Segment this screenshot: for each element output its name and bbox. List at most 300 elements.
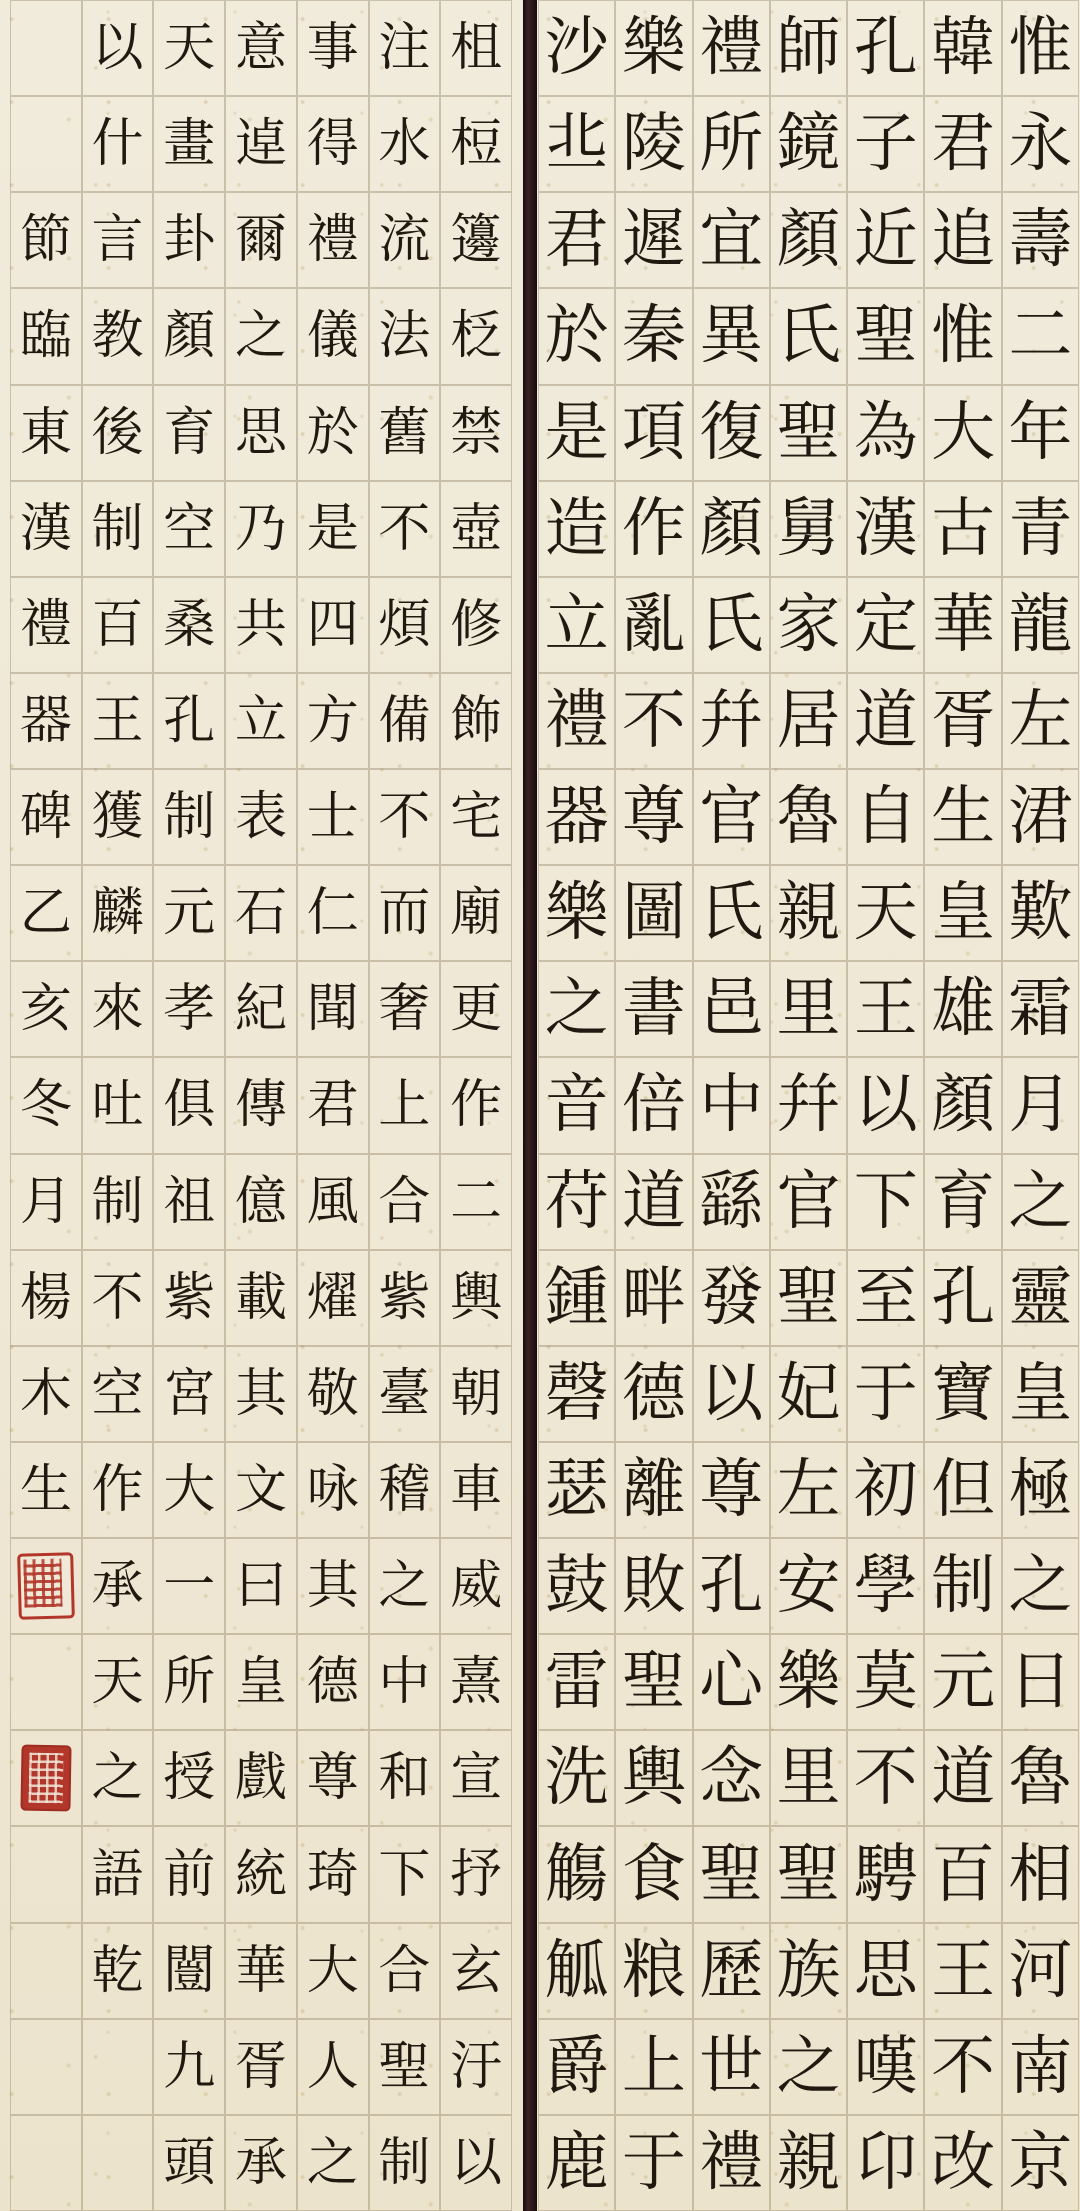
right-glyph-col5-row15: 以	[693, 1346, 770, 1442]
left-glyph-col5-row18: 所	[153, 1634, 225, 1730]
right-glyph-col7-row15: 磬	[538, 1346, 615, 1442]
left-glyph-col5-row19: 授	[153, 1730, 225, 1826]
left-glyph-col2-row22: 聖	[369, 2019, 441, 2115]
right-glyph-col3-row6: 漢	[847, 481, 924, 577]
right-glyph-col5-row20: 聖	[693, 1826, 770, 1922]
left-glyph-col1-row3: 籩	[440, 192, 512, 288]
right-glyph-col5-row16: 尊	[693, 1442, 770, 1538]
left-glyph-col6-row22	[82, 2019, 154, 2115]
left-glyph-col5-row2: 畫	[153, 96, 225, 192]
left-glyph-col7-row19	[10, 1730, 82, 1826]
right-glyph-col5-row7: 氏	[693, 577, 770, 673]
left-glyph-col2-row12: 上	[369, 1057, 441, 1153]
left-glyph-col2-row17: 之	[369, 1538, 441, 1634]
right-glyph-col4-row3: 顏	[770, 192, 847, 288]
left-glyph-col1-row6: 壺	[440, 481, 512, 577]
left-glyph-col4-row23: 承	[225, 2115, 297, 2211]
left-glyph-col2-row16: 稽	[369, 1442, 441, 1538]
right-glyph-col1-row19: 魯	[1002, 1730, 1079, 1826]
left-glyph-col4-row10: 石	[225, 865, 297, 961]
left-glyph-col5-row20: 前	[153, 1826, 225, 1922]
right-glyph-col3-row14: 至	[847, 1250, 924, 1346]
left-glyph-col5-row22: 九	[153, 2019, 225, 2115]
right-glyph-col4-row18: 樂	[770, 1634, 847, 1730]
right-glyph-col1-row21: 河	[1002, 1923, 1079, 2019]
left-glyph-col7-row9: 碑	[10, 769, 82, 865]
right-glyph-col7-row13: 苻	[538, 1154, 615, 1250]
right-glyph-col2-row3: 追	[924, 192, 1001, 288]
left-glyph-col4-row8: 立	[225, 673, 297, 769]
right-glyph-col6-row7: 亂	[615, 577, 692, 673]
right-glyph-col7-row8: 禮	[538, 673, 615, 769]
right-glyph-col4-row20: 聖	[770, 1826, 847, 1922]
right-glyph-col3-row4: 聖	[847, 288, 924, 384]
left-glyph-col7-row20	[10, 1826, 82, 1922]
right-glyph-col7-row7: 立	[538, 577, 615, 673]
right-glyph-col7-row22: 爵	[538, 2019, 615, 2115]
right-glyph-col7-row20: 觴	[538, 1826, 615, 1922]
left-glyph-col3-row12: 君	[297, 1057, 369, 1153]
left-glyph-col2-row8: 備	[369, 673, 441, 769]
left-glyph-col6-row1: 以	[82, 0, 154, 96]
left-glyph-col4-row15: 其	[225, 1346, 297, 1442]
right-glyph-col3-row13: 下	[847, 1154, 924, 1250]
left-glyph-col6-row6: 制	[82, 481, 154, 577]
left-glyph-col7-row22	[10, 2019, 82, 2115]
right-glyph-col5-row9: 官	[693, 769, 770, 865]
right-glyph-col6-row12: 倍	[615, 1057, 692, 1153]
left-glyph-col1-row12: 作	[440, 1057, 512, 1153]
right-glyph-col7-row14: 鍾	[538, 1250, 615, 1346]
right-glyph-col3-row9: 自	[847, 769, 924, 865]
right-glyph-col4-row16: 左	[770, 1442, 847, 1538]
left-glyph-col3-row6: 是	[297, 481, 369, 577]
right-glyph-col3-row5: 為	[847, 385, 924, 481]
left-glyph-col7-row15: 木	[10, 1346, 82, 1442]
left-glyph-col7-row3: 節	[10, 192, 82, 288]
left-glyph-col1-row1: 柤	[440, 0, 512, 96]
right-glyph-col2-row15: 寶	[924, 1346, 1001, 1442]
right-glyph-col6-row1: 樂	[615, 0, 692, 96]
left-glyph-col2-row10: 而	[369, 865, 441, 961]
left-glyph-col6-row9: 獲	[82, 769, 154, 865]
left-glyph-col1-row18: 熹	[440, 1634, 512, 1730]
left-glyph-col4-row19: 戲	[225, 1730, 297, 1826]
right-glyph-col1-row3: 壽	[1002, 192, 1079, 288]
right-glyph-col2-row17: 制	[924, 1538, 1001, 1634]
right-glyph-col5-row13: 繇	[693, 1154, 770, 1250]
right-glyph-col2-row16: 但	[924, 1442, 1001, 1538]
left-glyph-col3-row3: 禮	[297, 192, 369, 288]
right-glyph-col1-row16: 極	[1002, 1442, 1079, 1538]
right-glyph-col6-row8: 不	[615, 673, 692, 769]
right-glyph-col7-row21: 觚	[538, 1923, 615, 2019]
left-glyph-col3-row7: 四	[297, 577, 369, 673]
left-glyph-col3-row18: 德	[297, 1634, 369, 1730]
right-glyph-col7-row5: 是	[538, 385, 615, 481]
right-glyph-col2-row5: 大	[924, 385, 1001, 481]
right-glyph-col7-row18: 雷	[538, 1634, 615, 1730]
left-glyph-col6-row4: 教	[82, 288, 154, 384]
right-glyph-col2-row7: 華	[924, 577, 1001, 673]
left-glyph-col5-row10: 元	[153, 865, 225, 961]
right-panel-grid	[538, 0, 1079, 2211]
right-glyph-col1-row22: 南	[1002, 2019, 1079, 2115]
right-glyph-col3-row22: 嘆	[847, 2019, 924, 2115]
right-glyph-col1-row2: 永	[1002, 96, 1079, 192]
right-glyph-col1-row15: 皇	[1002, 1346, 1079, 1442]
left-glyph-col2-row11: 奢	[369, 961, 441, 1057]
right-glyph-col3-row8: 道	[847, 673, 924, 769]
left-glyph-col5-row3: 卦	[153, 192, 225, 288]
right-glyph-col2-row2: 君	[924, 96, 1001, 192]
right-glyph-col2-row14: 孔	[924, 1250, 1001, 1346]
left-glyph-col2-row13: 合	[369, 1154, 441, 1250]
right-glyph-col2-row8: 胥	[924, 673, 1001, 769]
right-glyph-col2-row19: 道	[924, 1730, 1001, 1826]
left-glyph-col5-row11: 孝	[153, 961, 225, 1057]
artist-seal-lower	[20, 1745, 71, 1812]
left-glyph-col1-row5: 禁	[440, 385, 512, 481]
right-glyph-col6-row15: 德	[615, 1346, 692, 1442]
right-glyph-col2-row6: 古	[924, 481, 1001, 577]
right-glyph-col6-row14: 畔	[615, 1250, 692, 1346]
right-glyph-col3-row19: 不	[847, 1730, 924, 1826]
right-glyph-col6-row2: 陵	[615, 96, 692, 192]
left-glyph-col5-row9: 制	[153, 769, 225, 865]
right-glyph-col1-row18: 日	[1002, 1634, 1079, 1730]
left-glyph-col3-row9: 士	[297, 769, 369, 865]
left-glyph-col3-row10: 仁	[297, 865, 369, 961]
right-glyph-col6-row20: 食	[615, 1826, 692, 1922]
right-glyph-col4-row9: 魯	[770, 769, 847, 865]
left-glyph-col1-row4: 柉	[440, 288, 512, 384]
left-glyph-col6-row7: 百	[82, 577, 154, 673]
left-glyph-col4-row2: 逴	[225, 96, 297, 192]
left-glyph-col2-row5: 舊	[369, 385, 441, 481]
left-glyph-col2-row14: 紫	[369, 1250, 441, 1346]
right-glyph-col7-row12: 音	[538, 1057, 615, 1153]
right-glyph-col1-row5: 年	[1002, 385, 1079, 481]
left-glyph-col3-row8: 方	[297, 673, 369, 769]
right-glyph-col7-row23: 鹿	[538, 2115, 615, 2211]
left-glyph-col4-row9: 表	[225, 769, 297, 865]
right-glyph-col7-row17: 鼓	[538, 1538, 615, 1634]
left-glyph-col6-row20: 語	[82, 1826, 154, 1922]
right-glyph-col2-row1: 韓	[924, 0, 1001, 96]
right-glyph-col6-row9: 尊	[615, 769, 692, 865]
left-glyph-col3-row16: 咏	[297, 1442, 369, 1538]
left-glyph-col2-row18: 中	[369, 1634, 441, 1730]
right-glyph-col2-row13: 育	[924, 1154, 1001, 1250]
panel-divider	[523, 0, 537, 2211]
left-glyph-col2-row2: 水	[369, 96, 441, 192]
left-glyph-col4-row5: 思	[225, 385, 297, 481]
left-glyph-col6-row2: 什	[82, 96, 154, 192]
right-glyph-col2-row12: 顏	[924, 1057, 1001, 1153]
right-glyph-col4-row13: 官	[770, 1154, 847, 1250]
right-glyph-col4-row15: 妃	[770, 1346, 847, 1442]
right-glyph-col3-row10: 天	[847, 865, 924, 961]
right-glyph-col7-row1: 沙	[538, 0, 615, 96]
left-glyph-col4-row20: 統	[225, 1826, 297, 1922]
right-glyph-col5-row10: 氏	[693, 865, 770, 961]
right-glyph-col4-row10: 親	[770, 865, 847, 961]
right-glyph-col2-row10: 皇	[924, 865, 1001, 961]
right-glyph-col5-row22: 世	[693, 2019, 770, 2115]
left-glyph-col2-row1: 注	[369, 0, 441, 96]
right-glyph-col5-row8: 幷	[693, 673, 770, 769]
left-glyph-col3-row17: 其	[297, 1538, 369, 1634]
right-glyph-col5-row5: 復	[693, 385, 770, 481]
left-glyph-col5-row23: 頭	[153, 2115, 225, 2211]
left-glyph-col3-row1: 事	[297, 0, 369, 96]
left-glyph-col3-row21: 大	[297, 1923, 369, 2019]
right-glyph-col1-row23: 京	[1002, 2115, 1079, 2211]
left-glyph-col6-row12: 吐	[82, 1057, 154, 1153]
right-glyph-col1-row11: 霜	[1002, 961, 1079, 1057]
right-glyph-col3-row20: 騁	[847, 1826, 924, 1922]
right-glyph-col1-row6: 青	[1002, 481, 1079, 577]
right-glyph-col5-row21: 歷	[693, 1923, 770, 2019]
right-glyph-col3-row16: 初	[847, 1442, 924, 1538]
left-glyph-col1-row19: 宣	[440, 1730, 512, 1826]
right-glyph-col4-row4: 氏	[770, 288, 847, 384]
right-glyph-col6-row21: 粮	[615, 1923, 692, 2019]
left-glyph-col1-row22: 汙	[440, 2019, 512, 2115]
left-glyph-col2-row15: 臺	[369, 1346, 441, 1442]
left-glyph-col3-row19: 尊	[297, 1730, 369, 1826]
left-glyph-col2-row3: 流	[369, 192, 441, 288]
right-glyph-col7-row3: 君	[538, 192, 615, 288]
left-glyph-col6-row17: 承	[82, 1538, 154, 1634]
right-glyph-col5-row14: 發	[693, 1250, 770, 1346]
right-glyph-col1-row17: 之	[1002, 1538, 1079, 1634]
right-glyph-col3-row23: 卬	[847, 2115, 924, 2211]
left-glyph-col6-row5: 後	[82, 385, 154, 481]
right-glyph-col1-row20: 相	[1002, 1826, 1079, 1922]
left-glyph-col3-row5: 於	[297, 385, 369, 481]
right-glyph-col2-row22: 不	[924, 2019, 1001, 2115]
left-glyph-col7-row17	[10, 1538, 82, 1634]
right-glyph-col5-row23: 禮	[693, 2115, 770, 2211]
left-glyph-col6-row13: 制	[82, 1154, 154, 1250]
right-glyph-col3-row3: 近	[847, 192, 924, 288]
left-glyph-col7-row10: 乙	[10, 865, 82, 961]
artist-seal-upper	[17, 1552, 75, 1619]
left-glyph-col5-row15: 宮	[153, 1346, 225, 1442]
left-glyph-col7-row14: 楊	[10, 1250, 82, 1346]
left-glyph-col5-row1: 天	[153, 0, 225, 96]
right-glyph-col6-row4: 秦	[615, 288, 692, 384]
left-glyph-col4-row12: 傳	[225, 1057, 297, 1153]
right-glyph-col6-row3: 遲	[615, 192, 692, 288]
left-glyph-col1-row8: 飾	[440, 673, 512, 769]
left-glyph-col7-row1	[10, 0, 82, 96]
right-glyph-col5-row17: 孔	[693, 1538, 770, 1634]
right-glyph-col3-row2: 子	[847, 96, 924, 192]
right-glyph-col3-row18: 莫	[847, 1634, 924, 1730]
left-glyph-col6-row19: 之	[82, 1730, 154, 1826]
right-glyph-col6-row11: 書	[615, 961, 692, 1057]
left-glyph-col4-row22: 胥	[225, 2019, 297, 2115]
left-glyph-col4-row11: 紀	[225, 961, 297, 1057]
right-glyph-col1-row8: 左	[1002, 673, 1079, 769]
left-glyph-col7-row6: 漢	[10, 481, 82, 577]
left-glyph-col3-row2: 得	[297, 96, 369, 192]
left-glyph-col1-row7: 修	[440, 577, 512, 673]
left-glyph-col5-row4: 顏	[153, 288, 225, 384]
right-glyph-col6-row5: 項	[615, 385, 692, 481]
right-glyph-col2-row20: 百	[924, 1826, 1001, 1922]
right-glyph-col1-row4: 二	[1002, 288, 1079, 384]
left-glyph-col7-row8: 器	[10, 673, 82, 769]
left-glyph-col6-row23	[82, 2115, 154, 2211]
left-glyph-col6-row11: 來	[82, 961, 154, 1057]
left-glyph-col7-row11: 亥	[10, 961, 82, 1057]
right-glyph-col4-row8: 居	[770, 673, 847, 769]
left-glyph-col1-row11: 更	[440, 961, 512, 1057]
left-glyph-col5-row7: 桑	[153, 577, 225, 673]
left-glyph-col1-row20: 抒	[440, 1826, 512, 1922]
left-glyph-col2-row19: 和	[369, 1730, 441, 1826]
left-glyph-col2-row23: 制	[369, 2115, 441, 2211]
left-glyph-col6-row21: 乾	[82, 1923, 154, 2019]
right-glyph-col1-row10: 歎	[1002, 865, 1079, 961]
right-glyph-col3-row15: 于	[847, 1346, 924, 1442]
right-glyph-col6-row22: 上	[615, 2019, 692, 2115]
right-glyph-col2-row9: 生	[924, 769, 1001, 865]
left-glyph-col7-row21	[10, 1923, 82, 2019]
left-glyph-col5-row14: 紫	[153, 1250, 225, 1346]
right-glyph-col3-row21: 思	[847, 1923, 924, 2019]
left-glyph-col3-row20: 琦	[297, 1826, 369, 1922]
right-glyph-col5-row3: 宜	[693, 192, 770, 288]
left-glyph-col5-row16: 大	[153, 1442, 225, 1538]
left-scroll-panel	[0, 0, 523, 2211]
left-glyph-col4-row21: 華	[225, 1923, 297, 2019]
right-glyph-col6-row17: 敗	[615, 1538, 692, 1634]
left-glyph-col5-row12: 俱	[153, 1057, 225, 1153]
left-glyph-col6-row14: 不	[82, 1250, 154, 1346]
left-glyph-col1-row2: 梪	[440, 96, 512, 192]
left-glyph-col5-row13: 祖	[153, 1154, 225, 1250]
left-glyph-col2-row20: 下	[369, 1826, 441, 1922]
right-glyph-col4-row23: 親	[770, 2115, 847, 2211]
right-glyph-col2-row4: 惟	[924, 288, 1001, 384]
left-glyph-col5-row6: 空	[153, 481, 225, 577]
left-glyph-col3-row22: 人	[297, 2019, 369, 2115]
left-glyph-col7-row18	[10, 1634, 82, 1730]
right-glyph-col7-row2: 丠	[538, 96, 615, 192]
left-glyph-col4-row6: 乃	[225, 481, 297, 577]
right-glyph-col4-row11: 里	[770, 961, 847, 1057]
right-glyph-col6-row19: 輿	[615, 1730, 692, 1826]
right-glyph-col7-row9: 器	[538, 769, 615, 865]
left-glyph-col2-row21: 合	[369, 1923, 441, 2019]
right-glyph-col6-row16: 離	[615, 1442, 692, 1538]
left-glyph-col3-row4: 儀	[297, 288, 369, 384]
left-glyph-col3-row14: 燿	[297, 1250, 369, 1346]
right-glyph-col5-row12: 中	[693, 1057, 770, 1153]
left-glyph-col1-row13: 二	[440, 1154, 512, 1250]
right-glyph-col6-row10: 圖	[615, 865, 692, 961]
right-glyph-col5-row1: 禮	[693, 0, 770, 96]
right-glyph-col5-row18: 心	[693, 1634, 770, 1730]
right-glyph-col3-row1: 孔	[847, 0, 924, 96]
left-panel-grid	[10, 0, 512, 2211]
right-glyph-col5-row4: 異	[693, 288, 770, 384]
left-glyph-col7-row2	[10, 96, 82, 192]
right-glyph-col3-row17: 學	[847, 1538, 924, 1634]
left-glyph-col1-row14: 輿	[440, 1250, 512, 1346]
left-glyph-col3-row15: 敬	[297, 1346, 369, 1442]
right-glyph-col6-row23: 于	[615, 2115, 692, 2211]
left-glyph-col7-row5: 東	[10, 385, 82, 481]
left-glyph-col4-row4: 之	[225, 288, 297, 384]
left-glyph-col5-row21: 闓	[153, 1923, 225, 2019]
left-glyph-col6-row3: 言	[82, 192, 154, 288]
right-glyph-col4-row14: 聖	[770, 1250, 847, 1346]
right-glyph-col5-row19: 念	[693, 1730, 770, 1826]
right-glyph-col7-row4: 於	[538, 288, 615, 384]
left-glyph-col6-row16: 作	[82, 1442, 154, 1538]
right-glyph-col4-row2: 鏡	[770, 96, 847, 192]
right-glyph-col5-row6: 顏	[693, 481, 770, 577]
left-glyph-col1-row23: 以	[440, 2115, 512, 2211]
left-glyph-col7-row4: 臨	[10, 288, 82, 384]
left-glyph-col1-row15: 朝	[440, 1346, 512, 1442]
left-glyph-col6-row10: 麟	[82, 865, 154, 961]
left-glyph-col2-row7: 煩	[369, 577, 441, 673]
left-glyph-col1-row16: 車	[440, 1442, 512, 1538]
left-glyph-col5-row8: 孔	[153, 673, 225, 769]
right-glyph-col7-row11: 之	[538, 961, 615, 1057]
right-glyph-col4-row22: 之	[770, 2019, 847, 2115]
left-glyph-col3-row23: 之	[297, 2115, 369, 2211]
left-glyph-col2-row9: 不	[369, 769, 441, 865]
right-glyph-col3-row12: 以	[847, 1057, 924, 1153]
right-glyph-col2-row23: 改	[924, 2115, 1001, 2211]
left-glyph-col4-row14: 載	[225, 1250, 297, 1346]
right-glyph-col6-row13: 道	[615, 1154, 692, 1250]
left-glyph-col3-row11: 聞	[297, 961, 369, 1057]
left-glyph-col4-row16: 文	[225, 1442, 297, 1538]
right-glyph-col3-row11: 王	[847, 961, 924, 1057]
right-glyph-col7-row16: 瑟	[538, 1442, 615, 1538]
left-glyph-col1-row9: 宅	[440, 769, 512, 865]
right-glyph-col4-row7: 家	[770, 577, 847, 673]
right-scroll-panel	[537, 0, 1080, 2211]
right-glyph-col1-row14: 靈	[1002, 1250, 1079, 1346]
left-glyph-col6-row18: 天	[82, 1634, 154, 1730]
right-glyph-col5-row2: 所	[693, 96, 770, 192]
left-glyph-col7-row13: 月	[10, 1154, 82, 1250]
left-glyph-col4-row3: 爾	[225, 192, 297, 288]
left-glyph-col7-row7: 禮	[10, 577, 82, 673]
right-glyph-col7-row6: 造	[538, 481, 615, 577]
left-glyph-col7-row23	[10, 2115, 82, 2211]
left-glyph-col4-row1: 意	[225, 0, 297, 96]
right-glyph-col1-row12: 月	[1002, 1057, 1079, 1153]
right-glyph-col3-row7: 定	[847, 577, 924, 673]
right-glyph-col6-row18: 聖	[615, 1634, 692, 1730]
right-glyph-col2-row18: 元	[924, 1634, 1001, 1730]
right-glyph-col4-row1: 師	[770, 0, 847, 96]
left-glyph-col5-row17: 一	[153, 1538, 225, 1634]
right-glyph-col1-row1: 惟	[1002, 0, 1079, 96]
right-glyph-col4-row6: 舅	[770, 481, 847, 577]
